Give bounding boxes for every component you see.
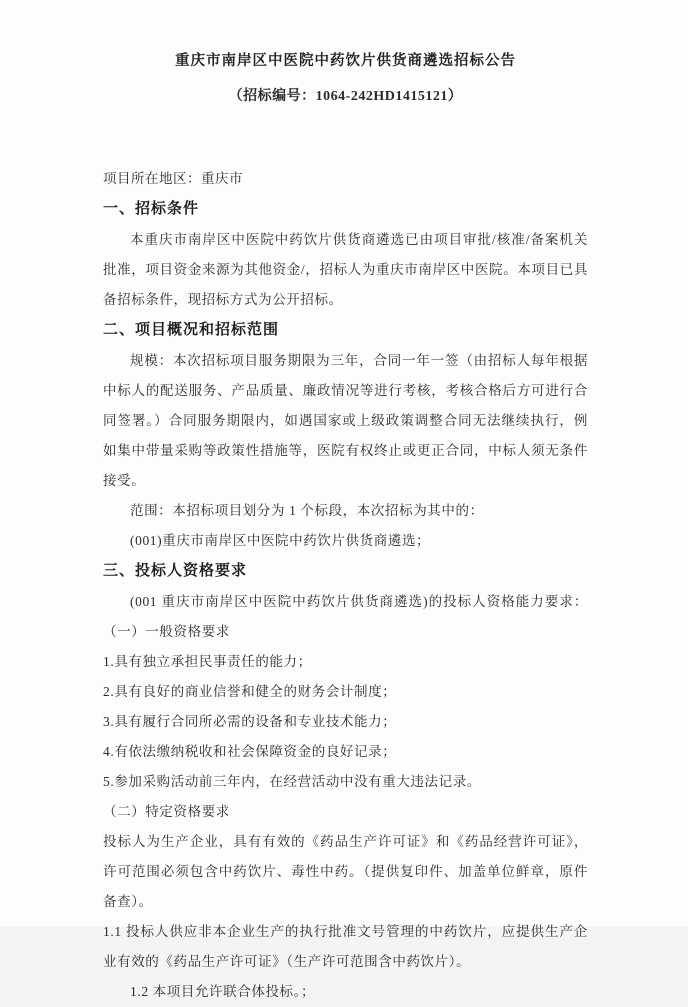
- tender-number-line: （招标编号：1064-242HD1415121）: [228, 89, 463, 104]
- section-heading-project-overview: 二、项目概况和招标范围: [103, 322, 280, 338]
- paragraph-specific-req-1-2: 1.2 本项目允许联合体投标。；: [130, 984, 316, 999]
- paragraph-general-req-1: 1.具有独立承担民事责任的能力；: [103, 654, 312, 669]
- section-heading-bidder-qualifications: 三、投标人资格要求: [103, 563, 248, 579]
- paragraph-lot-001: (001)重庆市南岸区中医院中药饮片供货商遴选；: [130, 533, 431, 548]
- paragraph-general-req-4: 4.有依法缴纳税收和社会保障资金的良好记录；: [103, 744, 397, 759]
- project-location-line: 项目所在地区：重庆市: [103, 171, 243, 186]
- paragraph-qualification-intro: (001 重庆市南岸区中医院中药饮片供货商遴选)的投标人资格能力要求：（一）一般资格要求: [103, 594, 588, 639]
- document-title: 重庆市南岸区中医院中药饮片供货商遴选招标公告: [175, 53, 516, 69]
- paragraph-general-req-2: 2.具有良好的商业信誉和健全的财务会计制度；: [103, 684, 397, 699]
- paragraph-specific-req-1-1: 1.1 投标人供应非本企业生产的执行批准文号管理的中药饮片，应提供生产企业有效的《药品生产许可证》（生产许可范围含中药饮片）。: [103, 924, 588, 969]
- paragraph-specific-req-licenses: 投标人为生产企业，具有有效的《药品生产许可证》和《药品经营许可证》，许可范围必须包含中药饮片、毒性中药。（提供复印件、加盖单位鲜章，原件备查）。: [103, 834, 588, 909]
- paragraph-tender-conditions: 本重庆市南岸区中医院中药饮片供货商遴选已由项目审批/核准/备案机关批准，项目资金来源为其他资金/，招标人为重庆市南岸区中医院。本项目已具备招标条件，现招标方式为公开招标。: [103, 232, 588, 307]
- section-heading-tender-conditions: 一、招标条件: [103, 201, 200, 217]
- paragraph-general-req-5: 5.参加采购活动前三年内，在经营活动中没有重大违法记录。: [103, 774, 481, 789]
- paragraph-project-scale: 规模：本次招标项目服务期限为三年，合同一年一签（由招标人每年根据中标人的配送服务、产品质量、廉政情况等进行考核，考核合格后方可进行合同签署。）合同服务期限内，如遇国家或上级政策调整合同无法继续执行，例如集中带量采购等政策性措施等，医院有权终止或更正合同，中标人须无条件接受。: [103, 353, 588, 488]
- paragraph-tender-scope: 范围：本招标项目划分为 1 个标段，本次招标为其中的：: [130, 503, 484, 518]
- paragraph-specific-req-heading: （二）特定资格要求: [103, 804, 230, 819]
- paragraph-general-req-3: 3.具有履行合同所必需的设备和专业技术能力；: [103, 714, 397, 729]
